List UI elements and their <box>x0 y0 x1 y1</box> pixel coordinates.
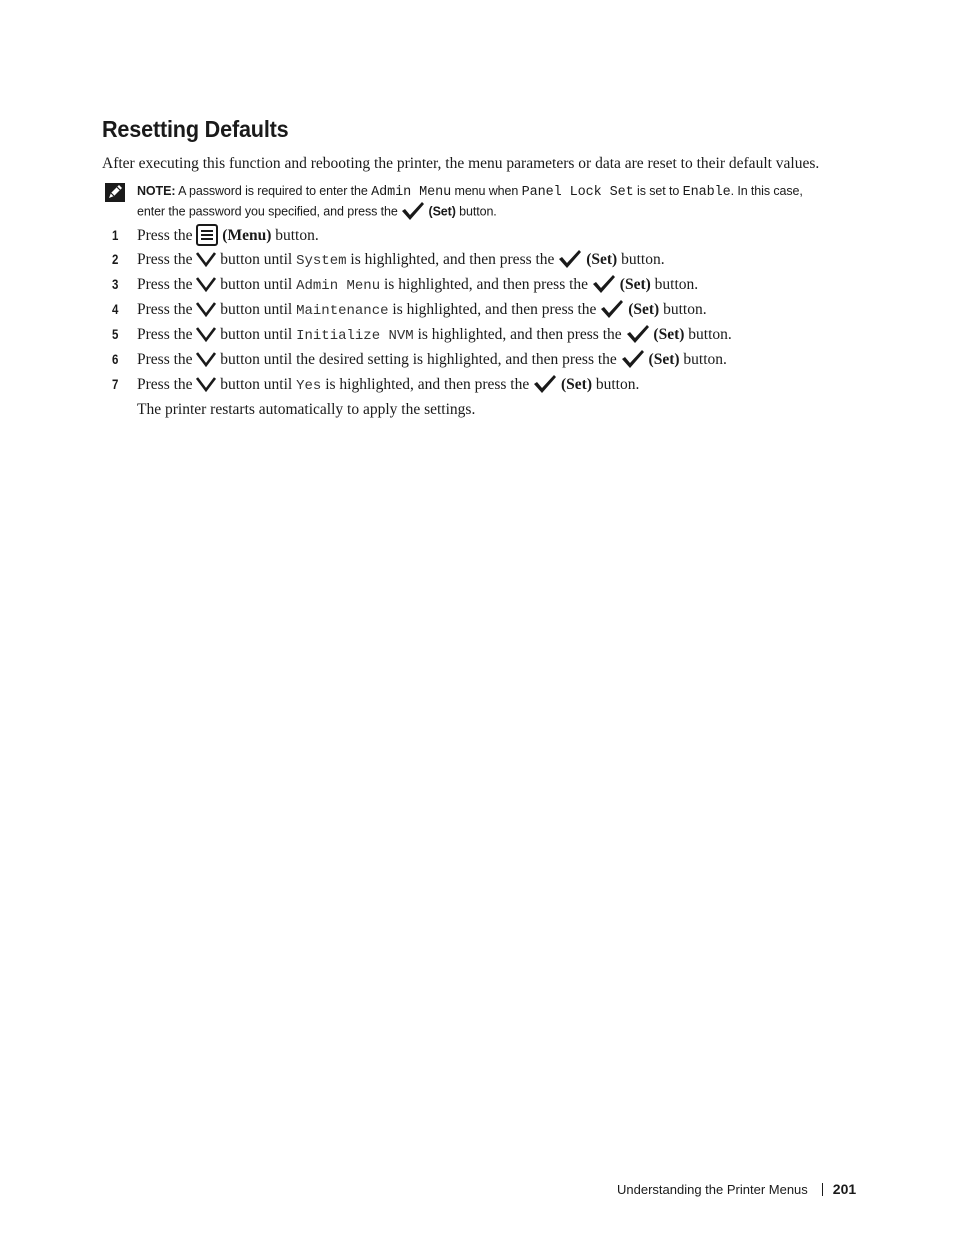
step-text: Press the button until Yes is highlighted, and then press the (Set) button. <box>137 376 640 394</box>
code-value: Yes <box>296 378 322 394</box>
note-line-2: enter the password you specified, and press the (Set) button. <box>137 202 857 222</box>
footer-divider <box>822 1183 823 1196</box>
checkmark-icon <box>533 374 557 394</box>
step-text: Press the button until the desired setting is highlighted, and then press the (Set) button. <box>137 351 727 368</box>
chevron-down-icon <box>196 276 216 292</box>
note-block <box>137 182 857 222</box>
chevron-down-icon <box>196 301 216 317</box>
step-number: 6 <box>112 352 119 367</box>
step-text: Press the button until Maintenance is highlighted, and then press the (Set) button. <box>137 301 707 319</box>
chevron-down-icon <box>196 376 216 392</box>
chevron-down-icon <box>196 326 216 342</box>
menu-icon <box>196 224 218 246</box>
note-line-1: NOTE: A password is required to enter the Admin Menu menu when Panel Lock Set is set to Enable. In this case, <box>137 184 803 200</box>
step-text: Press the button until Initialize NVM is highlighted, and then press the (Set) button. <box>137 326 732 344</box>
checkmark-icon <box>600 299 624 319</box>
step-number: 5 <box>112 327 119 342</box>
step-number: 4 <box>112 302 119 317</box>
page-title: Resetting Defaults <box>102 116 289 142</box>
checkmark-icon <box>626 324 650 344</box>
step-number: 7 <box>112 377 119 392</box>
step-text: Press the button until Admin Menu is highlighted, and then press the (Set) button. <box>137 276 699 294</box>
chevron-down-icon <box>196 351 216 367</box>
checkmark-icon <box>558 249 582 269</box>
code-admin-menu: Admin Menu <box>371 185 452 200</box>
step-text: Press the (Menu) button. <box>137 225 319 247</box>
code-enable: Enable <box>682 185 731 200</box>
checkmark-icon <box>621 349 645 369</box>
step-number: 1 <box>112 228 119 243</box>
code-value: System <box>296 253 347 269</box>
intro-paragraph: After executing this function and rebooting the printer, the menu parameters or data are reset to their default values. <box>102 155 820 172</box>
checkmark-icon <box>401 201 425 221</box>
code-value: Admin Menu <box>296 278 381 294</box>
footer-section-title: Understanding the Printer Menus <box>617 1182 808 1197</box>
code-value: Maintenance <box>296 303 389 319</box>
step-number: 2 <box>112 252 119 267</box>
pencil-note-icon <box>104 181 126 203</box>
closing-paragraph: The printer restarts automatically to apply the settings. <box>137 401 476 418</box>
step-number: 3 <box>112 277 119 292</box>
code-value: Initialize NVM <box>296 328 414 344</box>
step-text: Press the button until System is highlighted, and then press the (Set) button. <box>137 251 665 269</box>
note-label: NOTE: <box>137 184 176 198</box>
page-number: 201 <box>832 1181 857 1197</box>
page-footer <box>617 1180 856 1199</box>
checkmark-icon <box>592 274 616 294</box>
chevron-down-icon <box>196 251 216 267</box>
code-panel-lock-set: Panel Lock Set <box>521 185 634 200</box>
